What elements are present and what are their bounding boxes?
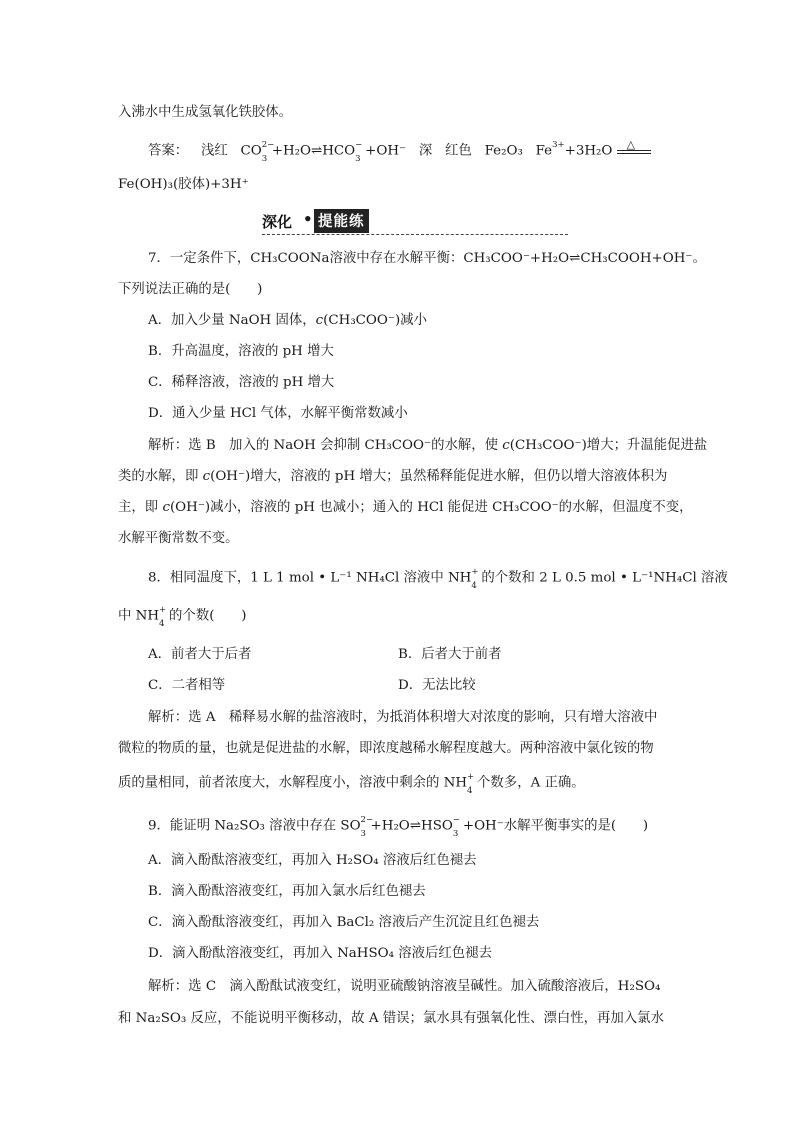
explanation-7: 类的水解，即 c(OH⁻)增大，溶液的 pH 增大；虽然稀释能促进水解，但仍以增大溶液体积为 [118,469,668,484]
question-9: 9．能证明 Na₂SO₃ 溶液中存在 SO 2− 3 +H₂O⇌HSO − 3 +OH⁻水解平衡事实的是( ) [148,815,649,839]
explanation-8: 微粒的物质的量，也就是促进盐的水解，即浓度越稀水解程度越大。两种溶液中氯化铵的物 [118,741,654,756]
section-header: 深化 • 提能练 [262,209,568,235]
option-7c: C．稀释溶液，溶液的 pH 增大 [148,375,335,390]
option-9a: A．滴入酚酞溶液变红，再加入 H₂SO₄ 溶液后红色褪去 [148,853,477,868]
answer-line-2: Fe(OH)₃(胶体)+3H⁺ [118,177,249,192]
option-7a: A．加入少量 NaOH 固体，c(CH₃COO⁻)减小 [148,313,427,328]
explanation-7: 水解平衡常数不变。 [118,531,239,546]
option-9c: C．滴入酚酞溶液变红，再加入 BaCl₂ 溶液后产生沉淀且红色褪去 [148,915,540,930]
text-line: 入沸水中生成氢氧化铁胶体。 [118,105,293,120]
option-8b: B．后者大于前者 [398,647,502,662]
section-divider [262,234,568,235]
option-8a: A．前者大于后者 [148,647,252,662]
heat-arrow-icon: △ [617,142,651,160]
explanation-7: 主，即 c(OH⁻)减小，溶液的 pH 也减小；通入的 HCl 能促进 CH₃COO⁻的水解，但温度不变， [118,500,693,515]
explanation-7: 解析：选 B 加入的 NaOH 会抑制 CH₃COO⁻的水解，使 c(CH₃COO⁻)增大；升温能促进盐 [148,438,708,453]
option-9b: B．滴入酚酞溶液变红，再加入氯水后红色褪去 [148,884,426,899]
question-7: 7．一定条件下，CH₃COONa溶液中存在水解平衡：CH₃COO⁻+H₂O⇌CH₃COOH+OH⁻。 [148,251,706,266]
option-8d: D．无法比较 [398,678,476,693]
question-8: 8．相同温度下，1 L 1 mol • L⁻¹ NH₄Cl 溶液中 NH + 4 的个数和 2 L 0.5 mol • L⁻¹NH₄Cl 溶液 [148,567,728,591]
explanation-9: 和 Na₂SO₃ 反应，不能说明平衡移动，故 A 错误；氯水具有强氧化性、漂白性，再加入氯水 [118,1011,664,1026]
option-8c: C．二者相等 [148,678,226,693]
question-7-cont: 下列说法正确的是( ) [118,282,263,297]
option-9d: D．滴入酚酞溶液变红，再加入 NaHSO₄ 溶液后红色褪去 [148,946,492,961]
option-7d: D．通入少量 HCl 气体，水解平衡常数减小 [148,406,408,421]
question-8-cont: 中 NH + 4 的个数( ) [118,605,247,629]
answer-line: 答案： 浅红 CO 2− 3 +H₂O⇌HCO − 3 +OH⁻ 深 红色 Fe₂O₃ $Fe^{3+}+3H_2O$ △ [148,142,651,162]
explanation-8: 质的量相同，前者浓度大，水解程度小，溶液中剩余的 NH + 4 个数多，A 正确。 [118,772,585,796]
explanation-8: 解析：选 A 稀释易水解的盐溶液时，为抵消体积增大对浓度的影响，只有增大溶液中 [148,710,658,725]
option-7b: B．升高温度，溶液的 pH 增大 [148,344,334,359]
explanation-9: 解析：选 C 滴入酚酞试液变红，说明亚硫酸钠溶液呈碱性。加入硫酸溶液后，H₂SO₄ [148,979,661,994]
